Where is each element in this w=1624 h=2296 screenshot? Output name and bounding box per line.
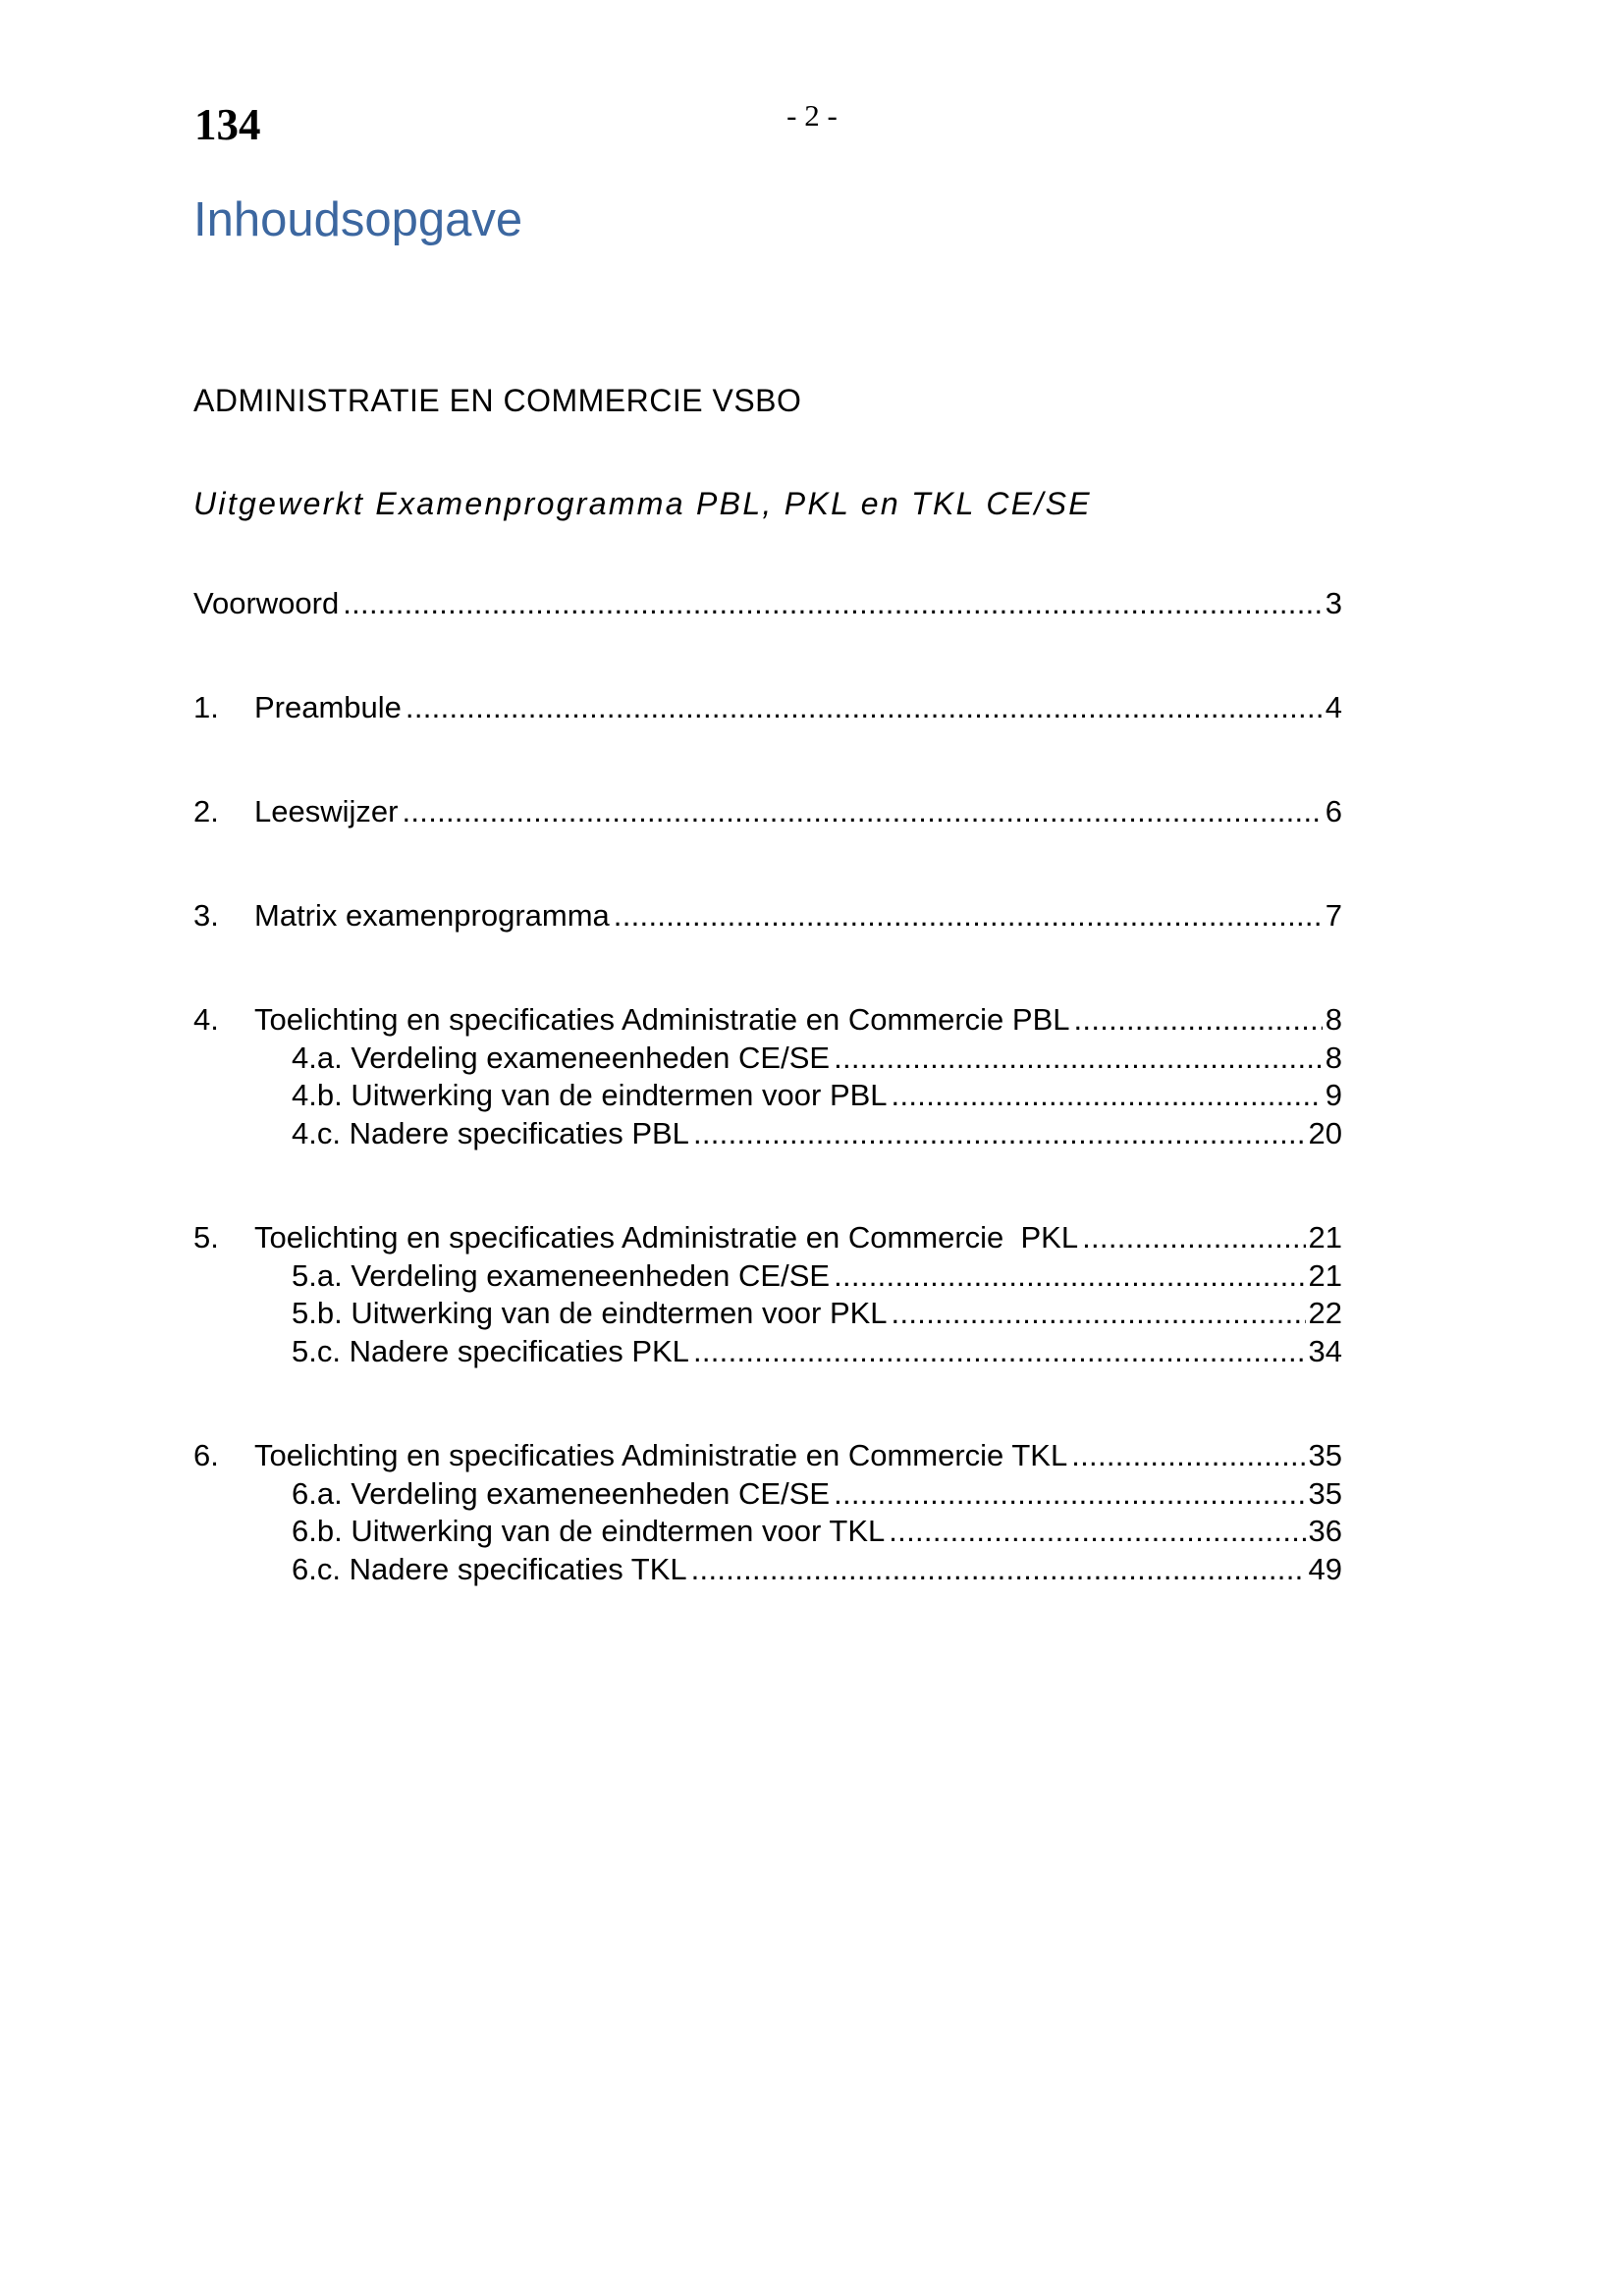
toc-entry-label: 4.a. Verdeling exameneenheden CE/SE [292, 1041, 831, 1075]
toc-leader-dots [892, 1296, 1306, 1331]
toc-entry-page: 49 [1308, 1552, 1342, 1586]
subtitle: Uitgewerkt Examenprogramma PBL, PKL en TKL CE/SE [193, 486, 1092, 521]
toc-subentry-5b[interactable] [292, 1296, 1342, 1335]
section-heading: ADMINISTRATIE EN COMMERCIE VSBO [193, 383, 802, 418]
toc-entry-page: 35 [1308, 1438, 1342, 1472]
toc-entry-label: Toelichting en specificaties Administratie en Commercie PBL [254, 1002, 1070, 1037]
toc-subentry-6b[interactable] [292, 1514, 1342, 1553]
toc-entry-label: Leeswijzer [254, 794, 399, 828]
toc-entry-label: Matrix examenprogramma [254, 898, 610, 933]
toc-entry-1[interactable] [193, 690, 1342, 729]
toc-entry-number: 6. [193, 1438, 219, 1472]
toc-subentry-4a[interactable] [292, 1041, 1342, 1080]
toc-entry-6[interactable] [193, 1438, 1342, 1477]
toc-leader-dots [693, 1116, 1306, 1151]
toc-entry-3[interactable] [193, 898, 1342, 937]
toc-entry-page: 4 [1325, 690, 1342, 724]
toc-subentry-4b[interactable] [292, 1078, 1342, 1117]
toc-entry-page: 9 [1325, 1078, 1342, 1112]
toc-entry-label: 6.b. Uitwerking van de eindtermen voor TKL [292, 1514, 886, 1548]
toc-entry-5[interactable] [193, 1220, 1342, 1259]
toc-entry-label: Preambule [254, 690, 402, 724]
toc-entry-number: 4. [193, 1002, 219, 1037]
toc-entry-label: 5.b. Uitwerking van de eindtermen voor PKL [292, 1296, 888, 1330]
toc-leader-dots [1082, 1220, 1305, 1255]
toc-subentry-6a[interactable] [292, 1476, 1342, 1516]
page-number: 134 [194, 100, 261, 149]
toc-entry-page: 8 [1325, 1002, 1342, 1037]
toc-subentry-5c[interactable] [292, 1334, 1342, 1373]
toc-leader-dots [406, 690, 1323, 725]
toc-subentry-6c[interactable] [292, 1552, 1342, 1591]
toc-entry-label: Toelichting en specificaties Administratie en Commercie TKL [254, 1438, 1068, 1472]
toc-entry-page: 36 [1308, 1514, 1342, 1548]
toc-leader-dots [402, 794, 1322, 829]
toc-entry-2[interactable] [193, 794, 1342, 833]
toc-entry-number: 3. [193, 898, 219, 933]
toc-entry-label: Toelichting en specificaties Administratie en Commercie PKL [254, 1220, 1079, 1255]
toc-entry-page: 3 [1325, 586, 1342, 620]
toc-entry-page: 6 [1325, 794, 1342, 828]
toc-leader-dots [892, 1078, 1323, 1113]
toc-entry-voorwoord[interactable] [193, 586, 1342, 625]
page-title: Inhoudsopgave [193, 193, 523, 246]
toc-entry-label: 6.a. Verdeling exameneenheden CE/SE [292, 1476, 831, 1511]
toc-leader-dots [343, 586, 1323, 621]
toc-entry-number: 5. [193, 1220, 219, 1255]
toc-entry-page: 20 [1308, 1116, 1342, 1150]
toc-entry-number: 1. [193, 690, 219, 724]
toc-entry-page: 22 [1308, 1296, 1342, 1330]
toc-subentry-5a[interactable] [292, 1258, 1342, 1298]
toc-leader-dots [834, 1041, 1323, 1076]
toc-entry-page: 8 [1325, 1041, 1342, 1075]
toc-entry-page: 34 [1308, 1334, 1342, 1368]
toc-leader-dots [691, 1552, 1306, 1587]
toc-leader-dots [889, 1514, 1305, 1549]
toc-leader-dots [834, 1476, 1305, 1512]
toc-entry-page: 21 [1308, 1220, 1342, 1255]
toc-leader-dots [834, 1258, 1305, 1294]
toc-subentry-4c[interactable] [292, 1116, 1342, 1155]
toc-entry-page: 35 [1308, 1476, 1342, 1511]
toc-entry-label: 5.c. Nadere specificaties PKL [292, 1334, 689, 1368]
toc-entry-label: 6.c. Nadere specificaties TKL [292, 1552, 687, 1586]
toc-entry-number: 2. [193, 794, 219, 828]
toc-leader-dots [1071, 1438, 1305, 1473]
toc-entry-4[interactable] [193, 1002, 1342, 1041]
toc-entry-label: 4.c. Nadere specificaties PBL [292, 1116, 689, 1150]
toc-entry-label: 5.a. Verdeling exameneenheden CE/SE [292, 1258, 831, 1293]
toc-entry-page: 21 [1308, 1258, 1342, 1293]
toc-entry-page: 7 [1325, 898, 1342, 933]
toc-entry-label: 4.b. Uitwerking van de eindtermen voor PBL [292, 1078, 888, 1112]
toc-leader-dots [1074, 1002, 1323, 1038]
toc-entry-label: Voorwoord [193, 586, 340, 620]
toc-leader-dots [614, 898, 1323, 934]
page-indicator: - 2 - [786, 98, 838, 133]
toc-leader-dots [693, 1334, 1306, 1369]
